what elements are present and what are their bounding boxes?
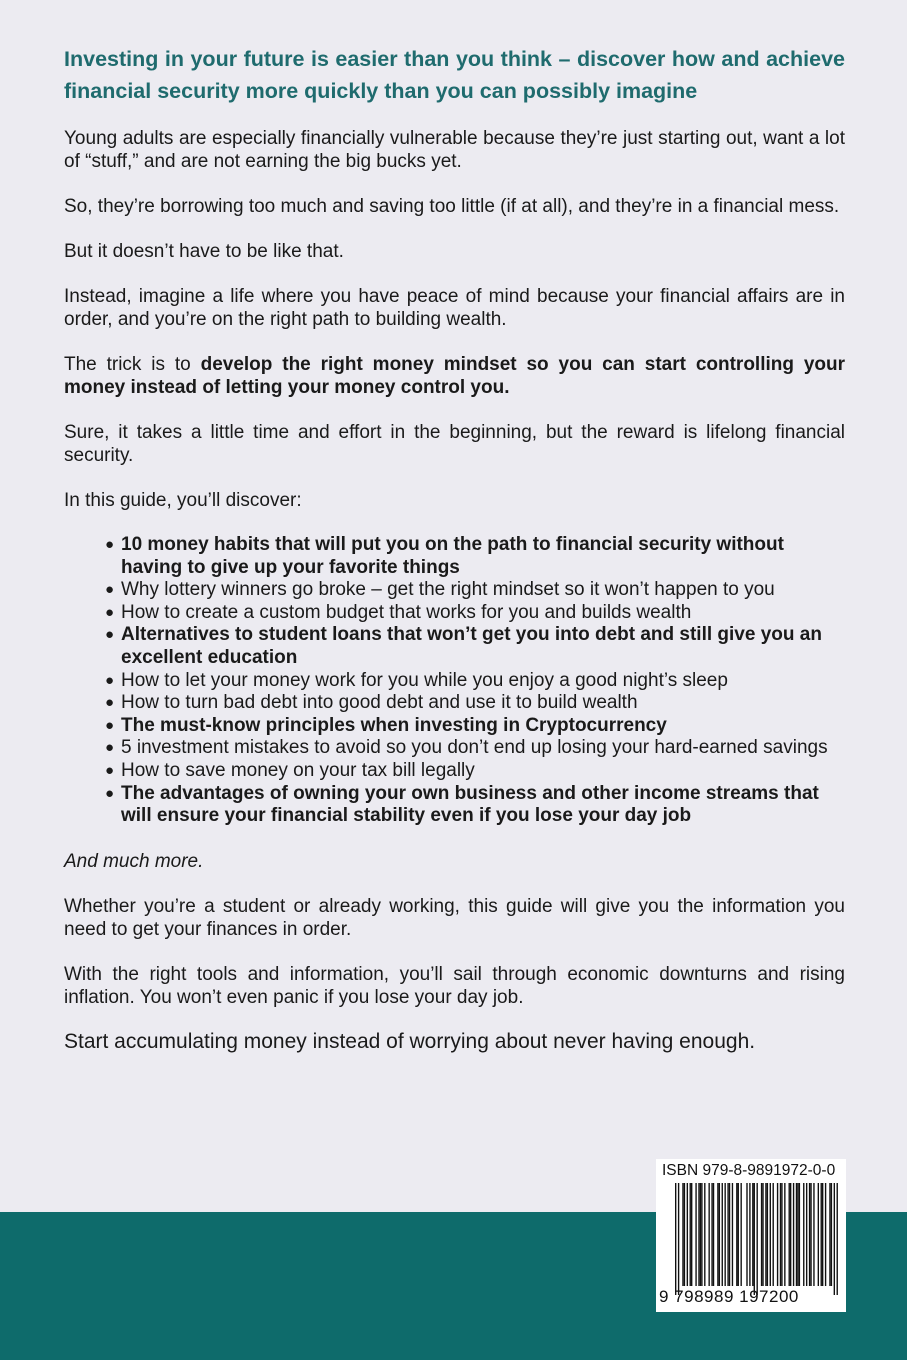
bullet-dot-icon: ●: [105, 739, 115, 757]
barcode-bar: [713, 1183, 714, 1286]
barcode-bar: [738, 1183, 739, 1286]
bullet-item: [105, 579, 845, 602]
barcode-bar: [822, 1183, 823, 1286]
bullet-dot-icon: ●: [105, 761, 115, 779]
trick-prefix: The trick is to: [64, 354, 201, 375]
bullet-item: [105, 692, 845, 715]
bullet-dot-icon: ●: [105, 671, 115, 689]
barcode-bar: [773, 1183, 774, 1286]
paragraph-trick: [64, 353, 845, 399]
barcode-bar: [711, 1183, 712, 1286]
bullet-text: How to create a custom budget that works for you and builds wealth: [121, 601, 692, 623]
barcode-bar: [717, 1183, 718, 1286]
barcode-bar: [803, 1183, 804, 1286]
barcode-digits: 9 798989 197200: [659, 1287, 799, 1306]
barcode-bar: [675, 1183, 676, 1295]
isbn-barcode-box: [656, 1159, 846, 1312]
barcode-bar: [834, 1183, 835, 1295]
bullet-text: Why lottery winners go broke – get the right mindset so it won’t happen to you: [121, 579, 775, 601]
barcode-bar: [809, 1183, 810, 1286]
barcode-bar: [765, 1183, 766, 1286]
barcode-bar: [687, 1183, 688, 1286]
bullet-item: [105, 534, 845, 579]
bullet-dot-icon: ●: [105, 603, 115, 621]
bullet-text: How to let your money work for you while you enjoy a good night’s sleep: [121, 669, 728, 691]
bullet-dot-icon: ●: [105, 784, 115, 802]
bullet-item: [105, 783, 845, 828]
barcode-bar: [781, 1183, 782, 1286]
bullet-dot-icon: ●: [105, 694, 115, 712]
trick-bold: develop the right money mindset so you can start controlling your money instead of letting your money control you.: [64, 354, 846, 398]
paragraph-tools: With the right tools and information, you’ll sail through economic downturns and rising inflation. You won’t even panic if you lose your day job.: [64, 963, 845, 1008]
barcode-bar: [704, 1183, 705, 1286]
barcode-bar: [797, 1183, 798, 1286]
barcode-bar: [682, 1183, 683, 1286]
barcode-bar: [746, 1183, 747, 1286]
bullet-item: [105, 737, 845, 760]
bullet-item: [105, 760, 845, 783]
barcode-bar: [799, 1183, 800, 1286]
bullet-list: [64, 534, 845, 828]
bullet-text: 10 money habits that will put you on the path to financial security without having to give up your favorite things: [121, 534, 784, 578]
paragraph-doesnt-have-to: But it doesn’t have to be like that.: [64, 241, 344, 262]
bullet-item: [105, 715, 845, 738]
barcode-bar: [690, 1183, 691, 1286]
bullet-text: The must-know principles when investing in Cryptocurrency: [121, 714, 667, 736]
barcode-bar: [813, 1183, 814, 1286]
paragraph-young-adults: Young adults are especially financially vulnerable because they’re just starting out, want a lot of “stuff,” and are not earning the big bucks yet.: [64, 128, 845, 172]
barcode-bar: [695, 1183, 696, 1286]
bullet-dot-icon: ●: [105, 716, 115, 734]
barcode-bar: [796, 1183, 797, 1286]
bullet-dot-icon: ●: [105, 626, 115, 644]
paragraph-closing: Start accumulating money instead of worrying about never having enough.: [64, 1029, 756, 1053]
barcode-bar: [724, 1183, 725, 1286]
back-cover-text: [64, 43, 845, 1077]
barcode-bar: [789, 1183, 790, 1286]
barcode-bar: [698, 1183, 699, 1286]
barcode-bar: [719, 1183, 720, 1286]
barcode-bar: [825, 1183, 826, 1286]
barcode-bar: [700, 1183, 701, 1286]
barcode-bar: [740, 1183, 741, 1286]
paragraph-intro-list: In this guide, you’ll discover:: [64, 490, 302, 511]
barcode-bar: [736, 1183, 737, 1286]
bullet-item: [105, 602, 845, 625]
barcode-bar: [767, 1183, 768, 1286]
barcode-bar: [777, 1183, 778, 1286]
bullet-item: [105, 624, 845, 669]
barcode-bar: [701, 1183, 702, 1286]
bullet-text: 5 investment mistakes to avoid so you don’t end up losing your hard-earned savings: [121, 737, 828, 759]
barcode-bar: [727, 1183, 728, 1286]
paragraph-imagine: Instead, imagine a life where you have peace of mind because your financial affairs are in order, and you’re on the right path to building wealth.: [64, 286, 845, 330]
barcode-bar: [837, 1183, 838, 1295]
isbn-label: ISBN 979-8-9891972-0-0: [662, 1162, 836, 1179]
bullet-text: How to save money on your tax bill legally: [121, 759, 475, 781]
paragraph-sure: Sure, it takes a little time and effort in the beginning, but the reward is lifelong financial security.: [64, 422, 845, 466]
barcode-bar: [729, 1183, 730, 1286]
barcode-bar: [732, 1183, 733, 1286]
barcode-bar: [749, 1183, 750, 1286]
barcode-bar: [818, 1183, 819, 1286]
barcode-bar: [806, 1183, 807, 1286]
bullet-dot-icon: ●: [105, 536, 115, 553]
bullet-text: Alternatives to student loans that won’t get you into debt and still give you an excellent education: [121, 624, 822, 668]
barcode-bar: [761, 1183, 762, 1286]
bullet-text: The advantages of owning your own business and other income streams that will ensure your financial stability even if you lose your day job: [121, 782, 819, 827]
barcode-bar: [708, 1183, 709, 1286]
bullet-dot-icon: ●: [105, 581, 115, 599]
barcode-bar: [821, 1183, 822, 1286]
barcode-bar: [770, 1183, 771, 1286]
barcode-bar: [810, 1183, 811, 1286]
bullet-text: How to turn bad debt into good debt and use it to build wealth: [121, 692, 638, 714]
barcode-bar: [722, 1183, 723, 1286]
barcode-bar: [752, 1183, 753, 1286]
barcode-bar: [691, 1183, 692, 1286]
bullet-item: [105, 670, 845, 693]
paragraph-borrowing: So, they’re borrowing too much and saving too little (if at all), and they’re in a financial mess.: [64, 196, 840, 217]
barcode-bar: [831, 1183, 832, 1286]
paragraph-whether: Whether you’re a student or already working, this guide will give you the information you need to get your finances in order.: [64, 895, 845, 940]
paragraph-much-more: And much more.: [64, 850, 204, 872]
barcode-bar: [762, 1183, 763, 1286]
barcode-bar: [829, 1183, 830, 1286]
barcode-bar: [784, 1183, 785, 1286]
barcode-bar: [793, 1183, 794, 1286]
barcode-bar: [684, 1183, 685, 1286]
barcode-bar: [757, 1183, 758, 1295]
barcode-bar: [780, 1183, 781, 1286]
barcode-bar: [754, 1183, 755, 1295]
barcode-bar: [678, 1183, 679, 1295]
barcode-bar: [790, 1183, 791, 1286]
headline: Investing in your future is easier than you think – discover how and achieve financial security more quickly than you can possibly imagine: [64, 47, 845, 103]
